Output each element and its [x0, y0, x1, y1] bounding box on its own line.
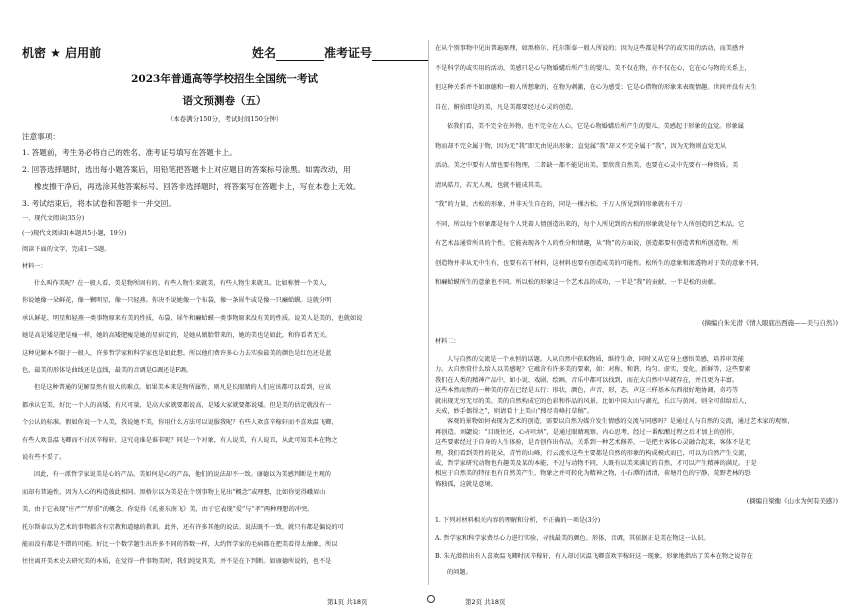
text-line: 因此，有一派哲学家说美是心的产品。美如何是心的产品，他们的说法却不一致。康德以为美感判断是主观的: [34, 471, 331, 479]
text-line: 我们在人类的精神产品中，如小说、戏剧、绘画、音乐中都可以找到，而在大自然中早就存在，并且更为丰富。: [435, 376, 739, 384]
binding-hole: [427, 595, 435, 603]
text-line: 怖独孤，这就是意境。: [435, 480, 497, 488]
text-line: 这种见解本不限于一般人，许多哲学家和科学家也是如此想。所以他们费许多心力去实验最美的颜色是红色还是蓝: [22, 349, 332, 357]
text-line: 和癞蛤蟆所生的意象也不同。所以松的形象这一个艺术品的成功，一半是“我”的贡献，一半是松的贡献。: [435, 279, 720, 286]
text-line: 说有些不妥了。: [22, 454, 66, 461]
text-line: 活动。美之中要有人情也要有物理，二者缺一都不能见出美。要欣赏自然美，也要在心灵中先要有一种资质。美: [435, 162, 739, 169]
text-line: 人与自然的交流是一个永恒的话题。人从自然中获取物质，维持生命，同时又从它身上感悟美感，培养审美能: [447, 356, 744, 363]
text-line: 就出现无穷无尽的美。美的自然构成它的色彩和作品的风景，比如中国大山与湖光，长江与黄河，则全可供给后人，: [435, 397, 751, 405]
text-line: 物而却不完全属于物，因为无“我”即无由见出形象；直觉属“我”却又不完全属于“我”，因为无物则直觉无从: [435, 142, 727, 150]
exam-note: （本卷满分150分，考试时间150分钟）: [166, 115, 283, 123]
option-b: B. 朱光潜指出有人喜欢温飞卿时厌辛稼轩，有人却讨厌温飞卿喜欢辛稼轩这一现象，形象地指出了美本在物之说存在: [435, 553, 753, 560]
text-line: 你说她像一朵鲜花，像一颗明星，像一只轻燕。你决不说她像一个布袋，像一条犀牛或是像一只癞蛤蟆。这就分明: [22, 297, 332, 305]
text-line: 天成，妙手偶得之”，则请看十上美山“搜尽奇峰打草稿”。: [435, 408, 593, 415]
text-line: 再创造。刘勰说：“目既往还，心亦吐纳”，是通过眼睛观察，内心思考，经过一番酝酿过程之后才加上的创作，: [435, 428, 739, 436]
text-line: 但是这种普通的见解显然有很大的难点。如果美本来是物所属性，则凡是长眼睛的人们应该都可以看到，应该: [34, 384, 331, 392]
option-a: A. 哲学家和科学家费尽心力进行实验，寻找最美的颜色、形体、音调，其依据正是美在物这一认识。: [435, 535, 710, 542]
subsection-heading: (一)现代文阅读Ⅰ(本题共5小题，19分): [22, 230, 127, 237]
source-caption-2: (摘编自梁衡《山水为何有美感》): [746, 497, 838, 505]
material-1-label: 材料一：: [22, 263, 47, 270]
text-line: 但这种关系并不如康德和一般人所想象的，在物为刺激，在心为感受；它是心借物的形象来表现情趣。世间并没有天生: [435, 84, 757, 91]
material-2-label: 材料二：: [435, 338, 460, 345]
question-1: 1. 下列对材料相关内容的理解和分析，不正确的一项是(3分): [435, 517, 601, 524]
text-line: 都承认它美，好比一个人的高矮，有尺可量，是高大家就要都说高，是矮大家就要都说矮。但是美的估定就没有一: [22, 401, 332, 409]
text-line: 相应于自然美的特征也有自然美产生，物象之并可转化为精神之物，小石潭的清清，荷塘月色的宁静，荒野老林的恐: [435, 470, 751, 478]
name-label: 姓名: [252, 46, 277, 60]
option-b-cont: 的问题。: [447, 569, 472, 576]
text-line: 她是高是矮是肥是瘦一样，她的高矮肥瘦是她的星宿定的，是她从娘胎带来的，她的美也是如此，和你看者无关。: [22, 332, 332, 340]
exam-header: [22, 44, 427, 62]
text-line: 在从个别事物中见出普遍原理，如黑格尔、托尔斯泰一般人所说的；因为这些都是科学的或实用的活动，而美感并: [435, 45, 745, 52]
name-blank: [276, 48, 324, 61]
ticket-blank: [372, 48, 428, 61]
text-line: “我”的力量，古松的形象，并非天生自在的，同是一棵古松，千万人所见到的形象就有千万: [435, 201, 683, 208]
exam-title: 2023年普通高等学校招生全国统一考试: [131, 73, 318, 85]
text-line: 什么叫作美呢？在一般人看，美是物所固有的。有些人物生来就美，有些人物生来就丑。比如称赞一个美人，: [34, 280, 331, 287]
text-line: 托尔斯泰以为艺术的事物都含有宗教和道德的教训。此外，还有许多其他的说法。说法既不一致，就只有都是偏说的可: [22, 523, 344, 531]
notes-item-2-cont: 橡皮擦干净后，再选涂其他答案标号。回答非选择题时，将答案写在答题卡上，写在本卷上无效。: [34, 182, 361, 191]
text-line: 美，由于它表现“庄严”“厚重”的概念。你觉得《孔雀东南飞》美，由于它表现“爱”与“孝”两种理想的冲突。: [22, 506, 314, 514]
notes-item-3: 3. 考试结束后，将本试卷和答题卡一并交回。: [22, 199, 176, 208]
text-line: 不是科学的或实用的活动，美感只是心与物婚媾后所产生的婴儿。美不仅在物，亦不仅在心，它在心与物的关系上，: [435, 64, 751, 72]
text-line: 这些要素经过于自身的人生体验，是否创作出作品，关系到一种艺术修养，一是把主客体心灵融合起来，客体不是无: [435, 439, 751, 447]
text-line: 力。大自然赏什么给人以美感呢？它蕴含有许多美的要素，如：对称、和谐、均匀、虚实、变化、新鲜等，这些要素: [435, 366, 751, 374]
text-line: 这些本然而然的一种美的存在已经是五行：形状，颜色，声音，形，态，声这三样基本东西很好地协调，奇巧等: [435, 387, 739, 395]
ticket-label: 准考证号: [324, 46, 373, 60]
text-line: 承认鲜花、明星和轻燕一类事物原来有美的性质，布袋、犀牛和癞蛤蟆一类事物原来没有美的性质。说美人是美的，也就如说: [22, 314, 363, 322]
reading-intro: 阅读下面的文字，完成1～5题。: [22, 246, 111, 253]
text-line: 依我们看，美不完全在外物，也不完全在人心，它是心物婚媾后所产生的婴儿。美感起于形象的直觉。形象属: [447, 123, 744, 130]
right-page: [435, 0, 840, 608]
notes-item-2: 2. 回答选择题时，选出每小题答案后，用铅笔把答题卡上对应题目的答案标号涂黑。如需改动，用: [22, 165, 351, 174]
text-line: 个公认的标准。假如你说一个人美，我说她不美，你用什么方法可以说服我呢？有些人欢喜辛稼轩而不喜欢温飞卿，: [22, 419, 338, 427]
text-line: 清风皓月，若无人观，也就不能成其美。: [435, 181, 547, 189]
page-number-left: 第1页 共18页: [327, 598, 368, 606]
text-line: 客观的景物如何表现为艺术的创造，需要以自然为媒介发生情感的交流与同感吗？是通过人与自然的交流，通过艺术家的观察，: [447, 418, 794, 426]
text-line: 往往离开美术史去研究美的本质，在觉得一件事物美时，我们纯觉其美，并不是在下判断。如康德所说的，也不是: [22, 558, 332, 566]
source-caption-1: (摘编自朱光潜《情人眼底出西施——美与自然》): [702, 319, 838, 327]
text-line: 有些人欢喜温飞卿而不讨厌辛稼轩，这究竟谁是谁非呢？同是一个对象，有人说美，有人说丑，从此可知美本在物之: [22, 436, 338, 444]
notes-item-1: 1. 答题前，考生务必将自己的姓名、准考证号填写在答题卡上。: [22, 148, 237, 157]
text-line: 创造物并非从无中生有，也要有若干材料，这材料也要有创造成美的可能性。松所生的意象和渗透物对于美的意象不同，: [435, 259, 763, 267]
text-line: 能而没有都是不错的可能。好比一个数学题生出许多不同的答数一样，大约哲学家的毛病都在把美看得太抽象，所以: [22, 541, 338, 548]
text-line: 不同，所以每个形象都是每个人凭着人情创造出来的，每个人所见到的古松的形象就是每个人所创造的艺术品，它: [435, 220, 745, 228]
column-divider: [428, 40, 429, 585]
left-page: [22, 0, 427, 608]
text-line: 或，哲学家研究动物也有趣美及某的本能，不过与动物不同，人既有以美来满足的自然，才可以产生精神的满足。于是: [435, 460, 757, 467]
confidential-label: 机密 ★ 启用前: [22, 46, 102, 60]
text-line: 色，最美的形体是曲线还是直线，最美的音调是G调还是F调。: [22, 367, 193, 374]
notes-heading: 注意事项：: [22, 132, 60, 141]
text-line: 理，我们看到美性的花朵，青竹的山峰，行云流水这些主要都是自然的形象的构成模式而已，可以为自然产生交流，: [435, 449, 751, 457]
page-number-right: 第2页 共18页: [465, 598, 506, 606]
text-line: 而却有普遍性，因为人心的构造彼此相同。黑格尔以为美是在个别事物上见出“概念”或理想，比如你觉得峨眉山: [22, 488, 326, 496]
text-line: 自在、俯拾即是的美，凡是美都要经过心灵的创造。: [435, 103, 578, 111]
candidate-info: [252, 44, 428, 61]
text-line: 有艺术品通常所具的个性，它能表现各个人的性分和情趣，从“物”的方面说，创造都要有创造者和所创造物，所: [435, 240, 739, 247]
paper-title: 语文预测卷（五）: [182, 95, 267, 107]
section-heading: 一、现代文阅读(35分): [22, 215, 85, 222]
